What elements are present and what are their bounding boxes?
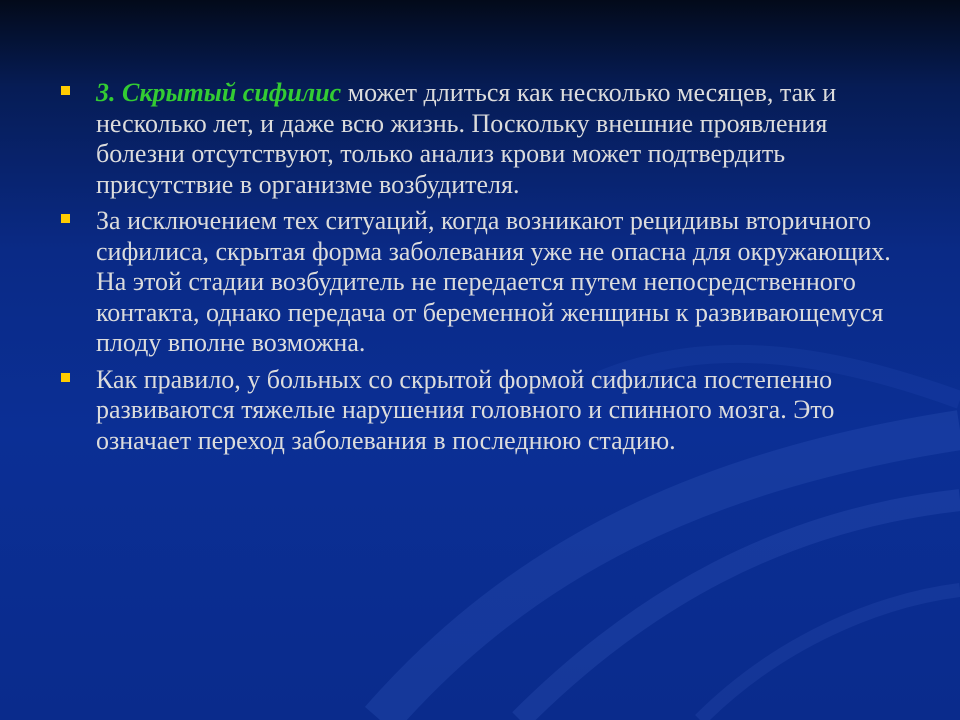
bullet-item-contagion (58, 206, 918, 359)
square-bullet-icon (61, 214, 70, 223)
square-bullet-icon (61, 86, 70, 95)
bullet-text: Как правило, у больных со скрытой формой сифилиса постепенно развиваются тяжелые нарушения головного и спинного мозга. Это означает переход заболевания в последнюю стадию. (96, 364, 835, 455)
highlight-term: 3. Скрытый сифилис (96, 78, 342, 107)
bullet-list (58, 78, 918, 462)
bullet-item-latent-syphilis (58, 78, 918, 200)
bullet-text: может длиться как несколько месяцев, так и несколько лет, и даже всю жизнь. Поскольку внешние проявления болезни отсутствуют, только анализ крови может подтвердить присутствие в организме возбудителя. (96, 78, 837, 199)
bullet-item-progression (58, 365, 918, 457)
bullet-text: За исключением тех ситуаций, когда возникают рецидивы вторичного сифилиса, скрытая форма заболевания уже не опасна для окружающих. На этой стадии возбудитель не передается путем непосредственного контакта, однако передача от беременной женщины к развивающемуся плоду вполне возможна. (96, 206, 891, 357)
square-bullet-icon (61, 373, 70, 382)
